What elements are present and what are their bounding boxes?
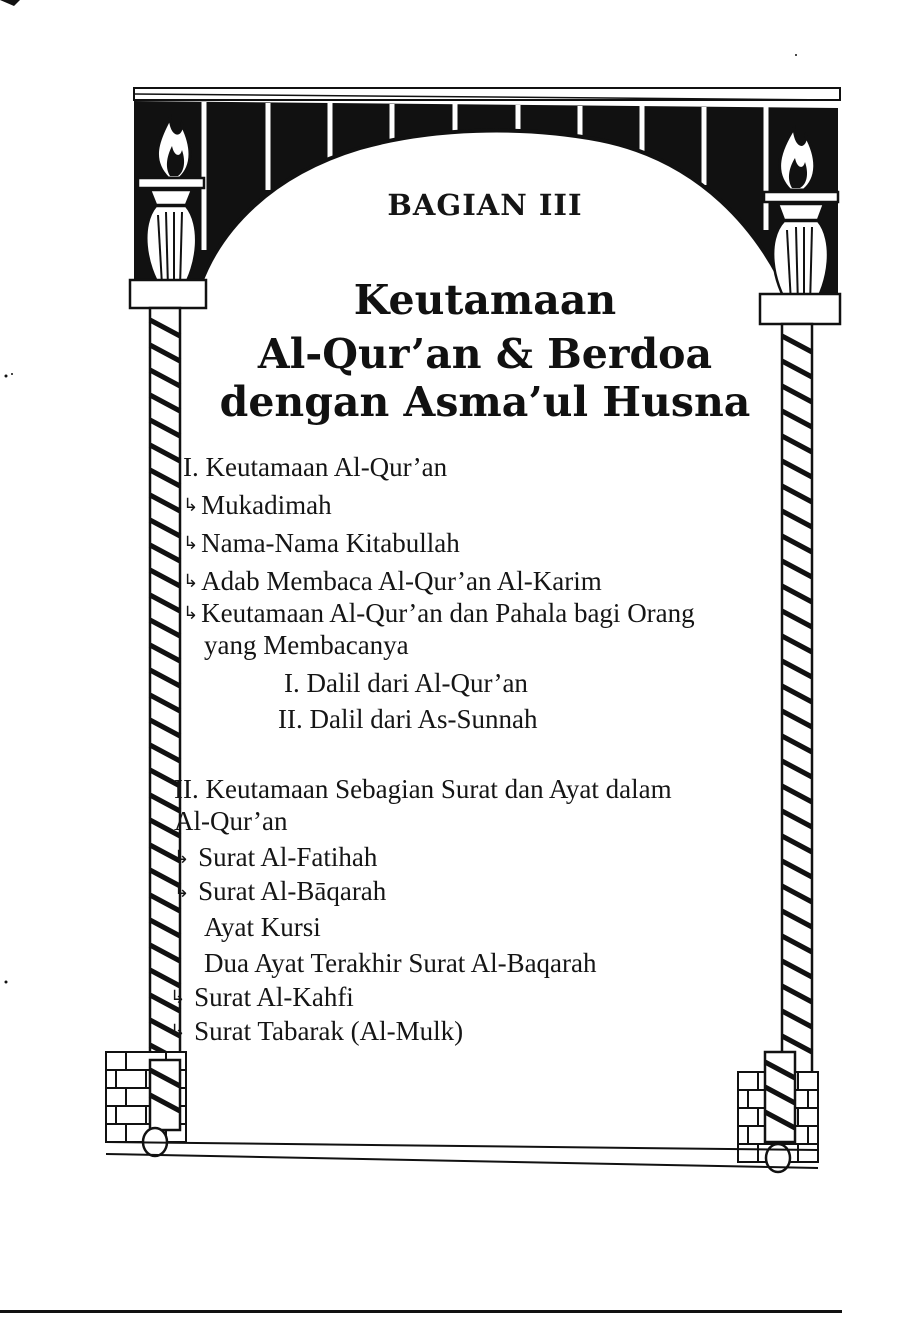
list-item-label: Surat Tabarak (Al-Mulk) bbox=[194, 1016, 464, 1046]
list-item bbox=[170, 1016, 463, 1047]
hooked-arrow-icon: ↳ bbox=[183, 571, 199, 592]
hooked-arrow-icon: ↳ bbox=[183, 603, 199, 624]
part1-heading: I. Keutamaan Al-Qur’an bbox=[183, 452, 448, 482]
hooked-arrow-icon: ↳ bbox=[174, 881, 190, 902]
hooked-arrow-icon: ↳ bbox=[183, 533, 199, 554]
list-item bbox=[174, 876, 386, 907]
list-item-label: Nama-Nama Kitabullah bbox=[201, 528, 460, 558]
list-subentry: Ayat Kursi bbox=[204, 912, 321, 942]
section-label: BAGIAN III bbox=[387, 188, 583, 222]
hooked-arrow-icon: ↳ bbox=[170, 987, 186, 1008]
list-item-label: Surat Al-Bāqarah bbox=[198, 876, 387, 906]
hooked-arrow-icon: ↳ bbox=[174, 847, 190, 868]
list-item-label: Keutamaan Al-Qur’an dan Pahala bagi Orang bbox=[201, 598, 695, 628]
list-item bbox=[183, 528, 460, 559]
list-item bbox=[183, 490, 332, 521]
page-bottom-rule bbox=[0, 1310, 842, 1313]
list-item bbox=[174, 842, 377, 873]
sub-item: II. Dalil dari As-Sunnah bbox=[278, 704, 538, 734]
list-item-label: Surat Al-Fatihah bbox=[198, 842, 378, 872]
list-item-label: Mukadimah bbox=[201, 490, 332, 520]
part2-heading-line1: II. Keutamaan Sebagian Surat dan Ayat dalam bbox=[174, 774, 672, 804]
list-item-label: Adab Membaca Al-Qur’an Al-Karim bbox=[201, 566, 602, 596]
title-line-1: Keutamaan bbox=[353, 276, 617, 324]
hooked-arrow-icon: ↳ bbox=[170, 1021, 186, 1042]
list-item bbox=[183, 598, 695, 629]
title-line-2: Al-Qur’an & Berdoa bbox=[257, 330, 713, 378]
sub-item: I. Dalil dari Al-Qur’an bbox=[284, 668, 528, 698]
top-beam bbox=[134, 88, 840, 100]
hooked-arrow-icon: ↳ bbox=[183, 495, 199, 516]
base-floor bbox=[106, 1142, 818, 1168]
list-item-continuation: yang Membacanya bbox=[204, 630, 409, 660]
part2-heading-line2: Al-Qur’an bbox=[174, 806, 288, 836]
title-line-3: dengan Asma’ul Husna bbox=[219, 378, 751, 426]
list-item-label: Surat Al-Kahfi bbox=[194, 982, 354, 1012]
list-item bbox=[170, 982, 354, 1013]
list-item bbox=[183, 566, 602, 597]
list-subentry: Dua Ayat Terakhir Surat Al-Baqarah bbox=[204, 948, 597, 978]
